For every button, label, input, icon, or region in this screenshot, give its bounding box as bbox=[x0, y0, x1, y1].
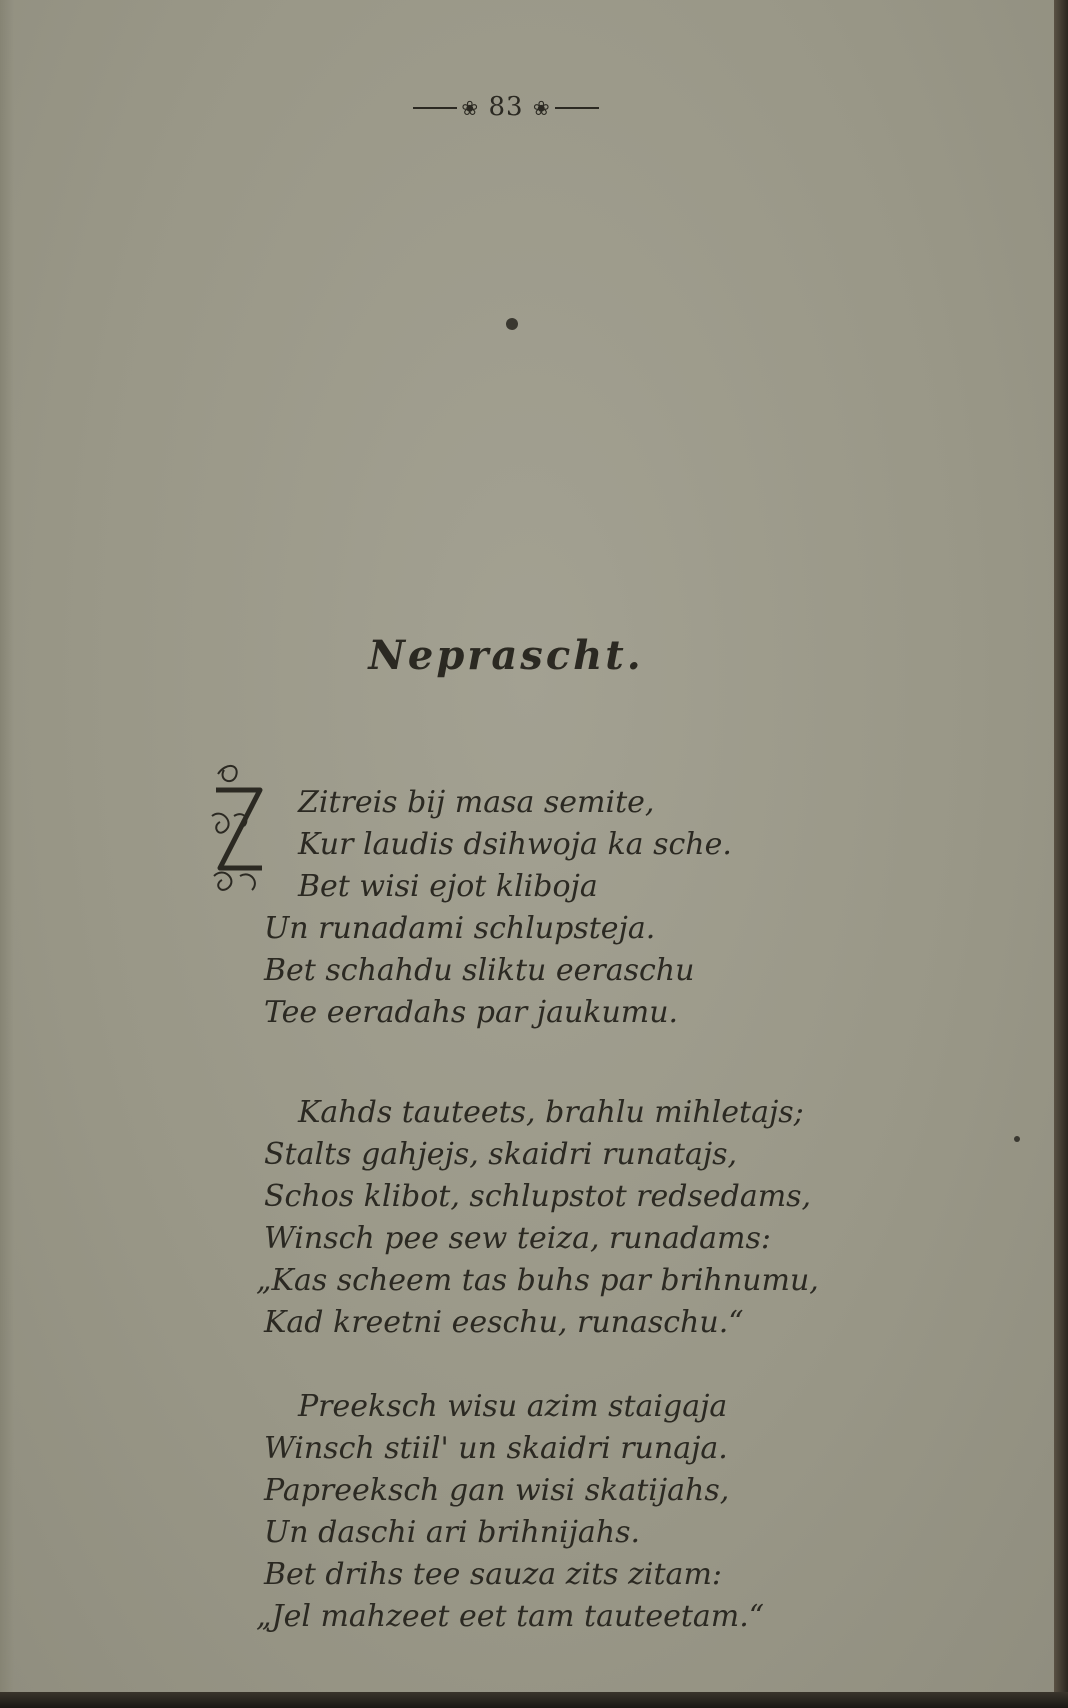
ornamental-initial-Z-icon bbox=[210, 756, 268, 896]
poem-stanza-2 bbox=[256, 1092, 819, 1344]
poem-line: Winsch stiil' un skaidri runaja. bbox=[264, 1431, 728, 1466]
poem-title: Neprascht. bbox=[368, 632, 644, 679]
poem-line: Schos klibot, schlupstot redsedams, bbox=[264, 1179, 812, 1214]
poem-line: Bet schahdu sliktu eeraschu bbox=[264, 953, 695, 988]
poem-line: Stalts gahjejs, skaidri runatajs, bbox=[264, 1137, 738, 1172]
poem-stanza-1 bbox=[264, 782, 732, 1034]
poem-line: Un runadami schlupsteja. bbox=[264, 911, 656, 946]
poem-line: Un daschi ari brihnijahs. bbox=[264, 1515, 641, 1550]
poem-line: Papreeksch gan wisi skatijahs, bbox=[264, 1473, 730, 1508]
ink-speck bbox=[506, 318, 518, 330]
poem-stanza-3 bbox=[256, 1386, 765, 1638]
floral-ornament-right-icon: ❀ bbox=[532, 96, 551, 120]
header-rule-right bbox=[555, 107, 599, 109]
floral-ornament-left-icon: ❀ bbox=[461, 96, 480, 120]
poem-line: Kahds tauteets, brahlu mihletajs; bbox=[298, 1095, 804, 1130]
poem-line: Winsch pee sew teiza, runadams: bbox=[264, 1221, 771, 1256]
poem-line: Kad kreetni eeschu, runaschu.“ bbox=[264, 1305, 744, 1340]
page-gutter-shadow bbox=[0, 0, 14, 1692]
poem-line: „Jel mahzeet eet tam tauteetam.“ bbox=[256, 1599, 765, 1634]
poem-line: Tee eeradahs par jaukumu. bbox=[264, 995, 679, 1030]
book-edge-bottom bbox=[0, 1692, 1068, 1708]
page-number: 83 bbox=[488, 92, 524, 122]
poem-line: Preeksch wisu azim staigaja bbox=[298, 1389, 728, 1424]
header-rule-left bbox=[413, 107, 457, 109]
poem-line: Kur laudis dsihwoja ka sche. bbox=[298, 827, 732, 862]
page-number-header bbox=[0, 92, 1012, 122]
poem-line: Bet wisi ejot kliboja bbox=[298, 869, 598, 904]
book-edge-right bbox=[1054, 0, 1068, 1708]
poem-line: „Kas scheem tas buhs par brihnumu, bbox=[256, 1263, 819, 1298]
poem-line: Bet drihs tee sauza zits zitam: bbox=[264, 1557, 722, 1592]
poem-line: Zitreis bij masa semite, bbox=[298, 785, 655, 820]
ink-speck bbox=[1014, 1136, 1020, 1142]
